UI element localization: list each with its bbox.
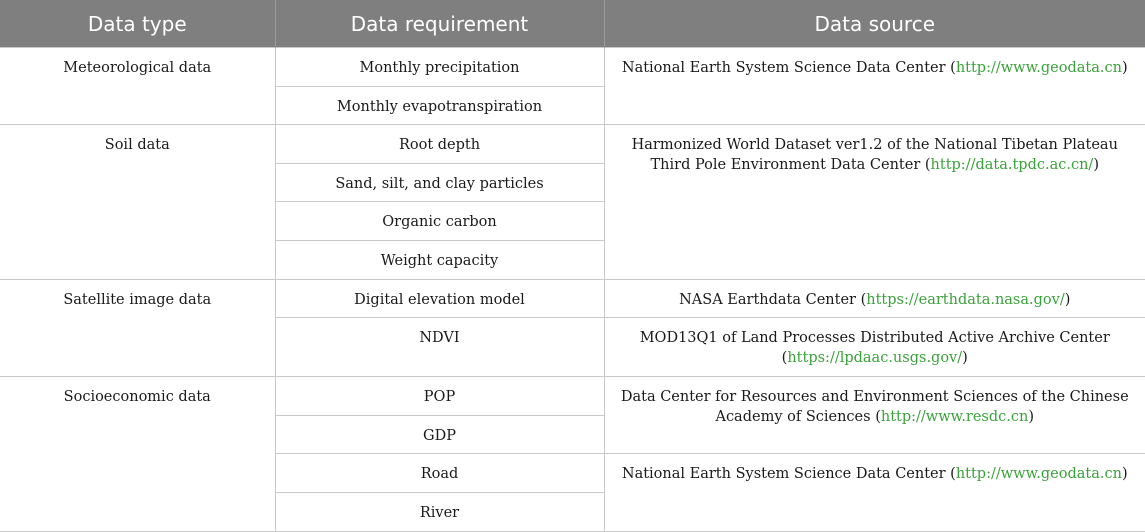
source-text: Data Center for Resources and Environment Sciences of the Chinese Academy of Sciences ( bbox=[620, 389, 1129, 426]
source-text: National Earth System Science Data Center ( bbox=[621, 60, 956, 76]
source-close: ) bbox=[1121, 60, 1128, 76]
requirement-cell: River bbox=[275, 492, 604, 531]
source-cell bbox=[604, 125, 1145, 279]
requirement-cell: Sand, silt, and clay particles bbox=[275, 163, 604, 202]
source-cell bbox=[604, 377, 1145, 454]
table-row bbox=[0, 125, 1145, 164]
source-text: National Earth System Science Data Center ( bbox=[621, 466, 956, 483]
requirement-cell: NDVI bbox=[275, 318, 604, 377]
source-text: NASA Earthdata Center ( bbox=[679, 291, 867, 308]
source-link[interactable]: http://www.resdc.cn bbox=[880, 409, 1029, 426]
source-close: ) bbox=[1064, 291, 1071, 308]
source-close: ) bbox=[1093, 157, 1099, 174]
header-data-type: Data type bbox=[0, 0, 275, 48]
requirement-cell: Monthly evapotranspiration bbox=[275, 86, 604, 125]
source-link[interactable]: http://www.geodata.cn bbox=[955, 60, 1122, 76]
data-type-cell: Socioeconomic data bbox=[0, 377, 275, 531]
requirement-cell: GDP bbox=[275, 415, 604, 454]
source-text: MOD13Q1 of Land Processes Distributed Active Archive Center ( bbox=[639, 330, 1110, 367]
source-link[interactable]: https://earthdata.nasa.gov/ bbox=[866, 291, 1065, 308]
table-row bbox=[0, 279, 1145, 318]
source-close: ) bbox=[962, 350, 968, 367]
requirement-cell: Root depth bbox=[275, 125, 604, 164]
header-data-source: Data source bbox=[604, 0, 1145, 48]
requirement-cell: Digital elevation model bbox=[275, 279, 604, 318]
data-type-cell: Soil data bbox=[0, 125, 275, 279]
data-type-cell: Satellite image data bbox=[0, 279, 275, 377]
source-close: ) bbox=[1121, 466, 1128, 483]
source-link[interactable]: http://data.tpdc.ac.cn/ bbox=[930, 157, 1094, 174]
header-data-requirement: Data requirement bbox=[275, 0, 604, 48]
source-cell bbox=[604, 48, 1145, 125]
table-row bbox=[0, 48, 1145, 87]
source-close: ) bbox=[1028, 409, 1035, 426]
header-row bbox=[0, 0, 1145, 48]
requirement-cell: Organic carbon bbox=[275, 202, 604, 241]
source-cell bbox=[604, 318, 1145, 377]
table-row bbox=[0, 377, 1145, 416]
source-link[interactable]: https://lpdaac.usgs.gov/ bbox=[787, 350, 963, 367]
requirement-cell: POP bbox=[275, 377, 604, 416]
source-cell bbox=[604, 279, 1145, 318]
source-cell bbox=[604, 454, 1145, 531]
source-text: Harmonized World Dataset ver1.2 of the National Tibetan Plateau Third Pole Environment Data Center ( bbox=[631, 137, 1118, 174]
requirement-cell: Road bbox=[275, 454, 604, 493]
source-link[interactable]: http://www.geodata.cn bbox=[955, 466, 1122, 483]
data-type-cell: Meteorological data bbox=[0, 48, 275, 125]
requirement-cell: Weight capacity bbox=[275, 240, 604, 279]
requirement-cell: Monthly precipitation bbox=[275, 48, 604, 87]
